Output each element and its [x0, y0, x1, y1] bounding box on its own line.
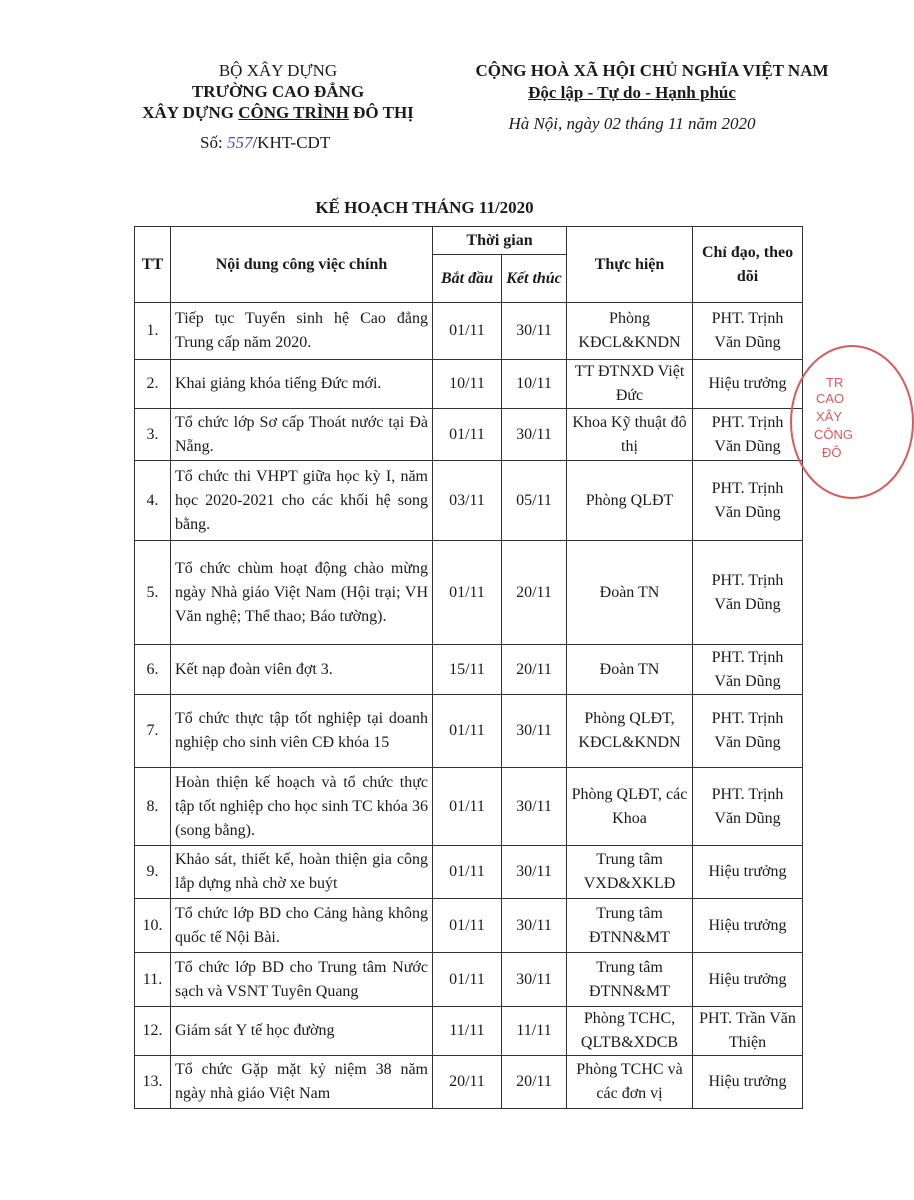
row-direct: Hiệu trưởng — [693, 360, 803, 409]
row-direct: PHT. Trịnh Văn Dũng — [693, 541, 803, 645]
row-start: 01/11 — [433, 768, 502, 846]
row-number: 3. — [135, 409, 171, 461]
row-content: Khai giảng khóa tiếng Đức mới. — [171, 360, 433, 409]
table-row — [135, 768, 803, 846]
country-name: CỘNG HOÀ XÃ HỘI CHỦ NGHĨA VIỆT NAM — [475, 61, 829, 80]
row-start: 03/11 — [433, 461, 502, 541]
row-direct: Hiệu trưởng — [693, 846, 803, 899]
row-start: 20/11 — [433, 1056, 502, 1109]
row-number: 5. — [135, 541, 171, 645]
table-row — [135, 846, 803, 899]
row-start: 10/11 — [433, 360, 502, 409]
red-seal-stamp: TR CAO XÂY CÔNG ĐÔ — [790, 345, 914, 499]
header-tt: TT — [135, 227, 171, 303]
row-start: 15/11 — [433, 645, 502, 695]
row-exec: Phòng QLĐT — [567, 461, 693, 541]
row-end: 30/11 — [502, 409, 567, 461]
row-content: Tổ chức thi VHPT giữa học kỳ I, năm học 2020-2021 cho các khối hệ song bằng. — [171, 461, 433, 541]
table-row — [135, 953, 803, 1007]
row-exec: Đoàn TN — [567, 645, 693, 695]
table-row — [135, 899, 803, 953]
row-direct: PHT. Trịnh Văn Dũng — [693, 303, 803, 360]
row-end: 05/11 — [502, 461, 567, 541]
plan-table-body — [135, 303, 803, 1109]
row-number: 1. — [135, 303, 171, 360]
row-end: 30/11 — [502, 768, 567, 846]
table-row — [135, 360, 803, 409]
row-end: 20/11 — [502, 1056, 567, 1109]
table-row — [135, 541, 803, 645]
row-exec: Trung tâm ĐTNN&MT — [567, 899, 693, 953]
row-content: Khảo sát, thiết kế, hoàn thiện gia công lắp dựng nhà chờ xe buýt — [171, 846, 433, 899]
row-content: Tổ chức lớp BD cho Trung tâm Nước sạch và VSNT Tuyên Quang — [171, 953, 433, 1007]
row-number: 4. — [135, 461, 171, 541]
row-content: Giám sát Y tế học đường — [171, 1007, 433, 1056]
row-end: 30/11 — [502, 953, 567, 1007]
row-exec: Trung tâm VXD&XKLĐ — [567, 846, 693, 899]
row-number: 12. — [135, 1007, 171, 1056]
row-end: 30/11 — [502, 303, 567, 360]
row-direct: PHT. Trịnh Văn Dũng — [693, 461, 803, 541]
table-row — [135, 409, 803, 461]
header-content: Nội dung công việc chính — [171, 227, 433, 303]
row-start: 01/11 — [433, 953, 502, 1007]
row-end: 20/11 — [502, 645, 567, 695]
row-direct: PHT. Trần Văn Thiện — [693, 1007, 803, 1056]
row-exec: Phòng QLĐT, các Khoa — [567, 768, 693, 846]
row-exec: Phòng TCHC và các đơn vị — [567, 1056, 693, 1109]
row-direct: PHT. Trịnh Văn Dũng — [693, 768, 803, 846]
row-end: 30/11 — [502, 899, 567, 953]
row-direct: PHT. Trịnh Văn Dũng — [693, 409, 803, 461]
table-row — [135, 695, 803, 768]
school-name-line2: XÂY DỰNG CÔNG TRÌNH ĐÔ THỊ — [142, 103, 414, 122]
header-time: Thời gian — [433, 227, 567, 255]
table-row — [135, 645, 803, 695]
table-row — [135, 1056, 803, 1109]
row-start: 11/11 — [433, 1007, 502, 1056]
row-content: Tổ chức lớp Sơ cấp Thoát nước tại Đà Nẵng. — [171, 409, 433, 461]
place-date: Hà Nội, ngày 02 tháng 11 năm 2020 — [508, 114, 756, 133]
row-start: 01/11 — [433, 846, 502, 899]
row-number: 7. — [135, 695, 171, 768]
document-number: Số: 557/KHT-CDT — [200, 133, 331, 152]
row-exec: Khoa Kỹ thuật đô thị — [567, 409, 693, 461]
handwritten-number: 557 — [226, 133, 253, 152]
ministry-name: BỘ XÂY DỰNG — [218, 61, 338, 80]
row-direct: Hiệu trưởng — [693, 899, 803, 953]
document-title: KẾ HOẠCH THÁNG 11/2020 — [315, 198, 534, 217]
row-exec: TT ĐTNXD Việt Đức — [567, 360, 693, 409]
row-end: 30/11 — [502, 695, 567, 768]
row-end: 20/11 — [502, 541, 567, 645]
row-end: 10/11 — [502, 360, 567, 409]
row-content: Tổ chức chùm hoạt động chào mừng ngày Nhà giáo Việt Nam (Hội trại; VH Văn nghệ; Thể thao; Báo tường). — [171, 541, 433, 645]
header-left — [118, 60, 438, 123]
row-number: 11. — [135, 953, 171, 1007]
row-content: Tổ chức Gặp mặt kỷ niệm 38 năm ngày nhà giáo Việt Nam — [171, 1056, 433, 1109]
row-number: 2. — [135, 360, 171, 409]
table-row — [135, 461, 803, 541]
row-content: Tiếp tục Tuyển sinh hệ Cao đẳng Trung cấp năm 2020. — [171, 303, 433, 360]
row-exec: Trung tâm ĐTNN&MT — [567, 953, 693, 1007]
table-row — [135, 1007, 803, 1056]
school-name-line1: TRƯỜNG CAO ĐẲNG — [191, 82, 365, 101]
row-direct: PHT. Trịnh Văn Dũng — [693, 645, 803, 695]
plan-table — [134, 226, 803, 1109]
table-row — [135, 303, 803, 360]
row-number: 10. — [135, 899, 171, 953]
row-start: 01/11 — [433, 409, 502, 461]
header-direct: Chỉ đạo, theo dõi — [693, 227, 803, 303]
row-content: Tổ chức thực tập tốt nghiệp tại doanh nghiệp cho sinh viên CĐ khóa 15 — [171, 695, 433, 768]
row-content: Hoàn thiện kế hoạch và tổ chức thực tập tốt nghiệp cho học sinh TC khóa 36 (song bằng). — [171, 768, 433, 846]
row-start: 01/11 — [433, 899, 502, 953]
row-content: Tổ chức lớp BD cho Cảng hàng không quốc tế Nội Bài. — [171, 899, 433, 953]
header-exec: Thực hiện — [567, 227, 693, 303]
row-number: 9. — [135, 846, 171, 899]
row-direct: Hiệu trưởng — [693, 953, 803, 1007]
row-exec: Phòng KĐCL&KNDN — [567, 303, 693, 360]
row-number: 13. — [135, 1056, 171, 1109]
row-exec: Phòng QLĐT, KĐCL&KNDN — [567, 695, 693, 768]
row-start: 01/11 — [433, 303, 502, 360]
row-direct: Hiệu trưởng — [693, 1056, 803, 1109]
header-start: Bắt đầu — [433, 255, 502, 303]
row-number: 6. — [135, 645, 171, 695]
row-content: Kết nạp đoàn viên đợt 3. — [171, 645, 433, 695]
row-direct: PHT. Trịnh Văn Dũng — [693, 695, 803, 768]
header-end: Kết thúc — [502, 255, 567, 303]
row-start: 01/11 — [433, 541, 502, 645]
row-number: 8. — [135, 768, 171, 846]
row-exec: Đoàn TN — [567, 541, 693, 645]
row-exec: Phòng TCHC, QLTB&XDCB — [567, 1007, 693, 1056]
row-start: 01/11 — [433, 695, 502, 768]
row-end: 30/11 — [502, 846, 567, 899]
motto: Độc lập - Tự do - Hạnh phúc — [528, 83, 736, 102]
row-end: 11/11 — [502, 1007, 567, 1056]
